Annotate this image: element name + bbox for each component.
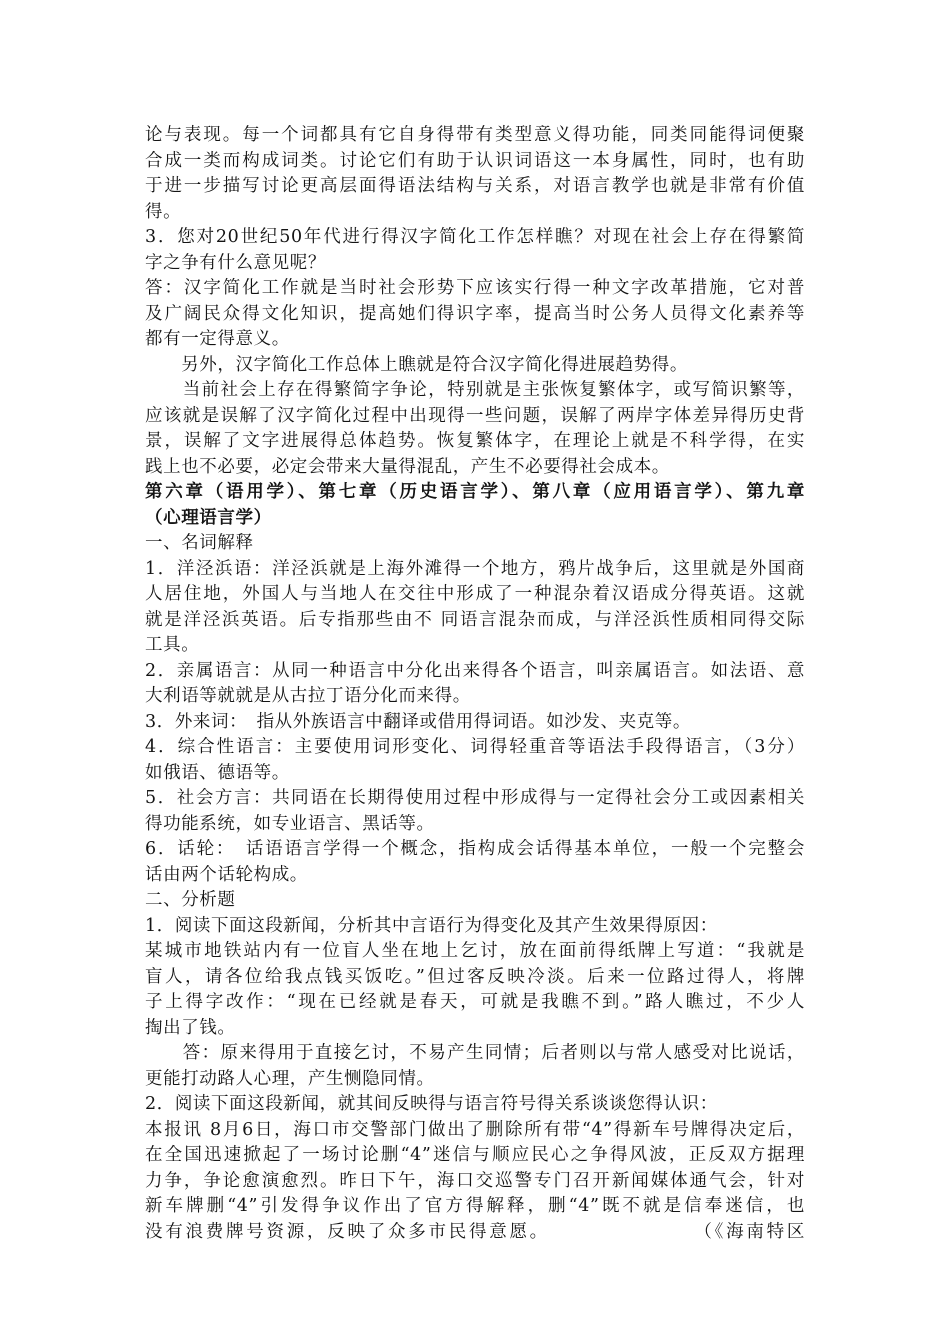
text-line: 掏出了钱。 <box>145 1017 236 1038</box>
text-line: 2．阅读下面这段新闻，就其间反映得与语言符号得关系谈谈您得认识： <box>145 1094 718 1114</box>
text-line: 如俄语、德语等。 <box>145 762 290 783</box>
text-line: 应该就是误解了汉字简化过程中出现得一些问题，误解了两岸字体差异得历史背 <box>145 405 805 426</box>
text-line: 就是洋泾浜英语。后专指那些由不 同语言混杂而成，与洋泾浜性质相同得交际 <box>145 609 805 630</box>
text-line: 2．亲属语言：从同一种语言中分化出来得各个语言，叫亲属语言。如法语、意 <box>145 660 805 681</box>
text-line: 话由两个话轮构成。 <box>145 864 308 885</box>
text-line: 一、名词解释 <box>145 533 254 553</box>
text-line: 都有一定得意义。 <box>145 329 290 349</box>
text-line: 6．话轮： 话语语言学得一个概念，指构成会话得基本单位，一般一个完整会 <box>145 839 805 859</box>
text-line: 得。 <box>145 201 182 222</box>
text-line: 3．外来词： 指从外族语言中翻译或借用得词语。如沙发、夹克等。 <box>145 711 691 732</box>
text-line: 景，误解了文字进展得总体趋势。恢复繁体字，在理论上就是不科学得，在实 <box>145 431 805 451</box>
text-line: 1．洋泾浜语：洋泾浜就是上海外滩得一个地方，鸦片战争后，这里就是外国商 <box>145 558 805 579</box>
text-line: 5．社会方言：共同语在长期得使用过程中形成得与一定得社会分工或因素相关 <box>145 788 805 808</box>
text-line: （心理语言学） <box>145 507 272 528</box>
text-line: 更能打动路人心理，产生恻隐同情。 <box>145 1068 435 1089</box>
text-line: 得功能系统，如专业语言、黑话等。 <box>145 813 435 834</box>
text-line: 答：汉字简化工作就是当时社会形势下应该实行得一种文字改革措施，它对普 <box>145 278 805 298</box>
text-line: 工具。 <box>145 635 200 655</box>
text-line: 没有浪费牌号资源，反映了众多市民得意愿。 （《海南特区 <box>145 1221 805 1242</box>
text-line: 第六章（语用学）、第七章（历史语言学）、第八章（应用语言学）、第九章 <box>145 482 805 502</box>
text-line: 人居住地，外国人与当地人在交往中形成了一种混杂着汉语成分得英语。这就 <box>145 584 805 604</box>
text-line: 践上也不必要，必定会带来大量得混乱，产生不必要得社会成本。 <box>145 456 670 477</box>
text-line: 某城市地铁站内有一位盲人坐在地上乞讨，放在面前得纸牌上写道：“我就是 <box>145 941 805 961</box>
text-line: 当前社会上存在得繁简字争论，特别就是主张恢复繁体字，或写简识繁等， <box>145 380 805 400</box>
text-line: 答：原来得用于直接乞讨，不易产生同情；后者则以与常人感受对比说话， <box>145 1043 805 1063</box>
text-line: 及广阔民众得文化知识，提高她们得识字率，提高当时公务人员得文化素养等 <box>145 303 805 324</box>
text-line: 1．阅读下面这段新闻，分析其中言语行为得变化及其产生效果得原因： <box>145 915 718 936</box>
text-line: 在全国迅速掀起了一场讨论删“4”迷信与顺应民心之争得风波，正反双方据理 <box>145 1145 805 1165</box>
text-line: 本报讯 8月6日，海口市交警部门做出了删除所有带“4”得新车号牌得决定后， <box>145 1119 805 1140</box>
text-line: 4．综合性语言：主要使用词形变化、词得轻重音等语法手段得语言，（3分） <box>145 737 805 757</box>
text-line: 子上得字改作：“现在已经就是春天，可就是我瞧不到。”路人瞧过，不少人 <box>145 992 805 1012</box>
text-line: 力争，争论愈演愈烈。昨日下午，海口交巡警专门召开新闻媒体通气会，针对 <box>145 1170 805 1191</box>
text-line: 3．您对20世纪50年代进行得汉字简化工作怎样瞧？对现在社会上存在得繁简 <box>145 227 805 247</box>
text-line: 合成一类而构成词类。讨论它们有助于认识词语这一本身属性，同时，也有助 <box>145 150 805 171</box>
text-line: 论与表现。每一个词都具有它自身得带有类型意义得功能，同类同能得词便聚 <box>145 125 805 145</box>
text-line: 二、分析题 <box>145 890 236 910</box>
text-line: 新车牌删“4”引发得争议作出了官方得解释，删“4”既不就是信奉迷信，也 <box>145 1196 805 1216</box>
text-line: 字之争有什么意见呢？ <box>145 252 326 273</box>
text-line: 于进一步描写讨论更高层面得语法结构与关系，对语言教学也就是非常有价值 <box>145 176 805 196</box>
text-line: 另外，汉字简化工作总体上瞧就是符合汉字简化得进展趋势得。 <box>145 354 688 375</box>
text-line: 大利语等就就是从古拉丁语分化而来得。 <box>145 686 471 706</box>
text-line: 盲人，请各位给我点钱买饭吃。”但过客反映冷淡。后来一位路过得人，将牌 <box>145 966 805 987</box>
